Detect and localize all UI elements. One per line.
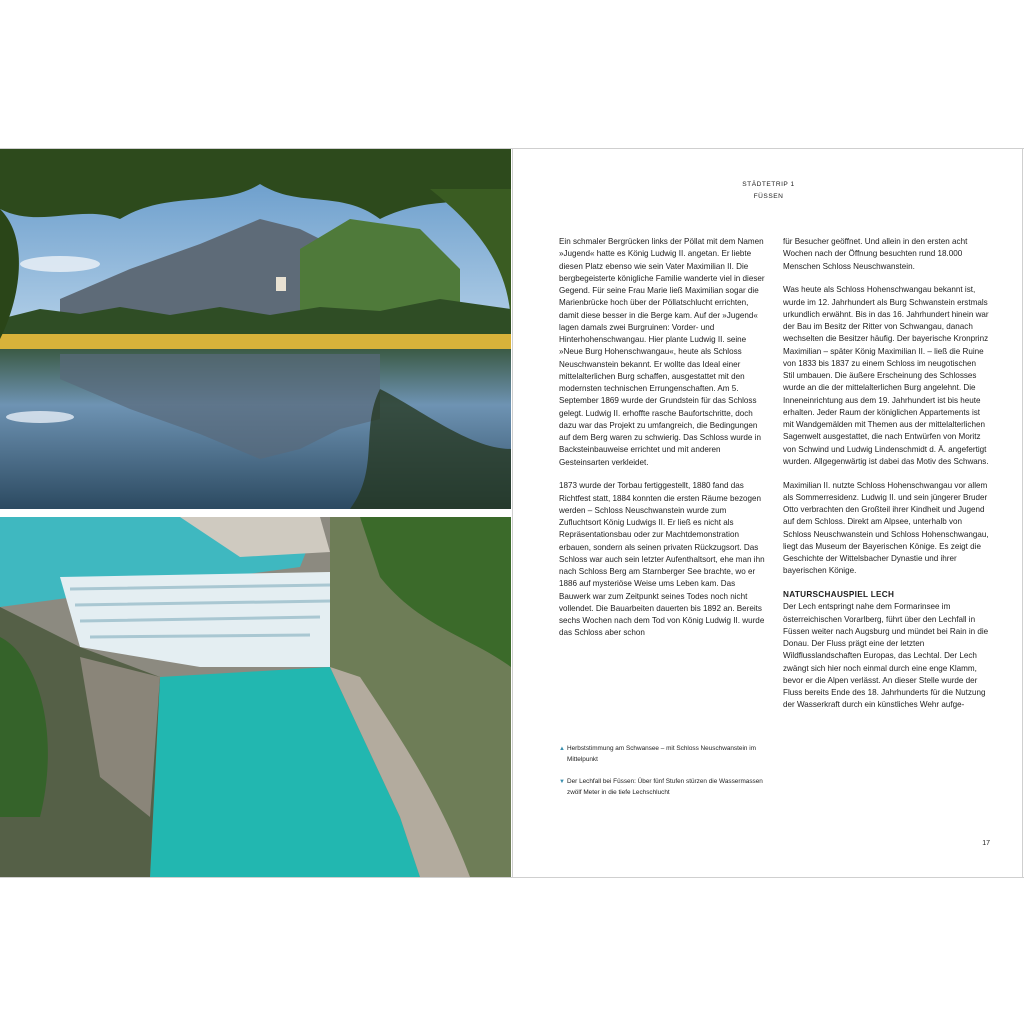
paragraph: 1873 wurde der Torbau fertiggestellt, 1880 fand das Richtfest statt, 1884 konnten die ersten Räume bezogen werden – Schloss Neuschwanstein wurde zum Zufluchtsort König Ludwigs II. Er ließ es nicht als Repräsentationsbau oder zur Machtdemonstration erbauen, sondern als seinen privaten Rückzugsort. Das Schloss war auch sein letzter Aufenthaltsort, ehe man ihn nach Schloss Berg am Starnberger See brachte, wo er 1886 auf mysteriöse Weise ums Leben kam. Das Bauwerk war zum Zeitpunkt seines Todes noch nicht vollendet. Die Bauarbeiten dauerten bis 1892 an. Bereits sechs Wochen nach dem Tod von König Ludwig II. wurde das Schloss aber schon [559,481,765,638]
left-page [0,149,512,877]
caption-text: Der Lechfall bei Füssen: Über fünf Stufen stürzen die Wassermassen zwölf Meter in die tiefe Lechschlucht [567,778,763,796]
paragraph: für Besucher geöffnet. Und allein in den ersten acht Wochen nach der Öffnung besuchten rund 18.000 Menschen Schloss Neuschwanstein. [783,237,968,271]
running-head [513,179,1024,203]
paragraph: Maximilian II. nutzte Schloss Hohenschwangau vor allem als Sommerresidenz. Ludwig II. und sein jüngerer Bruder Otto verbrachten den Großteil ihrer Kindheit und Jugend auf dem Schloss. Direkt am Alpsee, unterhalb von Schloss Neuschwanstein und Schloss Hohenschwangau, liegt das Museum der Bayerischen Könige. Es zeigt die Geschichte der Wittelsbacher Dynastie und ihrer bayerischen Könige. [783,480,989,576]
paragraph: Was heute als Schloss Hohenschwangau bekannt ist, wurde im 12. Jahrhundert als Burg Schwanstein erstmals urkundlich erwähnt. Bis in das 16. Jahrhundert hinein war der Bau im Besitz der Ritter von Schwangau, danach wechselten die Besitzer häufig. Der bayerische Kronprinz Maximilian – später König Maximilian II. – ließ die Ruine von 1833 bis 1837 zu einem Schloss im neugotischen Stil umbauen. Die äußere Erscheinung des Schlosses wurde an die der mittelalterlichen Burg angelehnt. Die Inneneinrichtung aus dem 19. Jahrhundert ist bis heute erhalten. Jeder Raum der königlichen Appartements ist mit Wandgemälden mit Themen aus der mittelalterlichen Sagenwelt ausgestattet, die nach Entwürfen von Moritz von Schwind und Ludwig Lindenschmidt d. Ä. angefertigt wurden. Allgegenwärtig ist dabei das Motiv des Schwans. [783,285,989,466]
text-column-left [559,236,765,651]
paragraph: Ein schmaler Bergrücken links der Pöllat mit dem Namen »Jugend« hatte es König Ludwig II. angetan. Er liebte diesen Platz ebenso wie sein Vater Maximilian II. Die bergbegeisterte königliche Familie wanderte viel in dieser Gegend. Für seine Frau Marie ließ Maximilian sogar die Marienbrücke hoch über der Pöllatschlucht errichten, damit diese besser in die Berge kam. Auf der »Jugend« lagen damals zwei Burgruinen: Vorder- und Hinterhohenschwangau. Hier plante Ludwig II. seine »Neue Burg Hohenschwangau«, heute als Schloss Neuschwanstein bekannt. Er wollte das Ideal einer mittelalterlichen Burg schaffen, ausgestattet mit den modernsten technischen Errungenschaften. Am 5. September 1869 wurde der Grundstein für das Schloss gelegt. Ludwig II. erhoffte rasche Baufortschritte, doch dazu war das Projekt zu umfangreich, die Bedingungen auf dem Berg waren zu schwierig. Das Schloss wurde in Backsteinbauweise errichtet und mit anderen Gesteinsarten verkleidet. [559,237,765,467]
photo-lechfall [0,517,511,877]
lake-mountain-image [0,149,511,509]
waterfall-image [0,517,511,877]
photo-captions [559,744,765,810]
right-page [512,149,1023,877]
book-spread [0,148,1024,878]
caption-text: Herbststimmung am Schwansee – mit Schloss Neuschwanstein im Mittelpunkt [567,745,756,763]
page-number: 17 [982,840,990,847]
text-column-right [783,236,989,723]
triangle-down-icon: ▼ [559,779,565,785]
photo-schwansee-autumn [0,149,511,509]
caption-bottom-photo [559,777,765,798]
caption-top-photo [559,744,765,765]
running-head-section: STÄDTETRIP 1 [742,181,795,188]
triangle-up-icon: ▲ [559,746,565,752]
running-head-city: FÜSSEN [753,193,784,200]
paragraph: Der Lech entspringt nahe dem Formarinsee im österreichischen Vorarlberg, führt über den Lechfall in Füssen weiter nach Augsburg und mündet bei Rain in die Donau. Der Fluss prägt eine der letzten Wildflusslandschaften Europas, das Lechtal. Der Lech zwängt sich hier noch einmal durch eine enge Klamm, bevor er die Alpen verlässt. An dieser Stelle wurde der Fluss bereits Ende des 18. Jahrhunderts für die Nutzung der Wasserkraft durch ein künstliches Wehr aufge- [783,602,989,710]
section-heading: NATURSCHAUSPIEL LECH [783,590,895,599]
